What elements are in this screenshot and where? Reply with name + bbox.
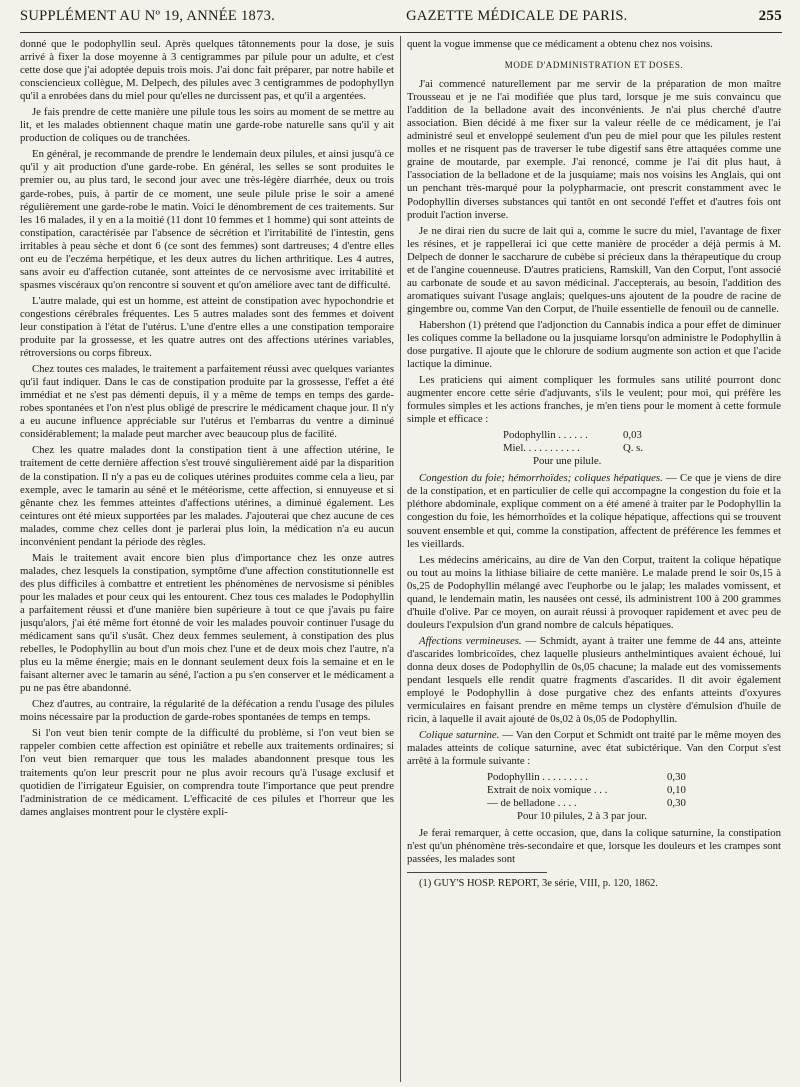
ingredient-name: Miel. . . . . . . . . . . (503, 442, 580, 455)
paragraph-text: Les médecins américains, au dire de Van den Corput, traitent la colique hépatique ou tout au moins la lithiase biliaire de cette manière. Le malade prend le soir 0s,15 à 0s,25 de Podophyllin mélangé avec l'euphorbe ou le jalap; les malades vomissent, et quand, le lendemain matin, les nausées ont cessé, ils administrent 100 à 200 grammes d'huile d'olive. Par ce moyen, on aurait réussi à provoquer rapidement et avec peu de douleurs l'expulsion d'un grand nombre de calculs hépatiques. (407, 553, 781, 631)
ingredient-quantity: 0,03 (623, 429, 642, 442)
left-paragraph: donné que le podophyllin seul. Après quelques tâtonnements pour la dose, je suis arrivé à fixer la dose moyenne à 3 centigrammes par pilule pour un adulte, et c'est cette dose que j'ai adoptée depuis trois mois. J'ai donc fait préparer, par notre habile et consciencieux collègue, M. Delpech, des pilules avec 3 centigrammes de podophyllyn qu'il a enrobées dans du miel pour qu'elles ne durcissent pas, et qu'il a argentées. (20, 38, 394, 103)
right-paragraph (407, 729, 781, 768)
ingredient-name: — de belladone . . . . (487, 797, 577, 810)
left-paragraph: Chez les quatre malades dont la constipation tient à une affection utérine, le traitement de cette dernière affection s'est trouvé singulièrement aidé par la disparition de la constipation. Il n'y a pas eu de coliques utérines produites comme cela a lieu, par exemple, avec le tamarin au séné et le météorisme, cette affection, si ennuyeuse et si gênante chez les femmes atteintes d'affections utérines, a diminué également. Les ceintures ont été mieux supportées par les malades. J'ajouterai que chez aucune de ces malades, comme chez celles dont je parlerai plus loin, la médication n'a eu aucun inconvénient pendant la période des règles. (20, 444, 394, 548)
left-paragraph: Je fais prendre de cette manière une pilule tous les soirs au moment de se mettre au lit, et les malades obtiennent chaque matin une garde-robe naturelle sans qu'il y ait production de coliques ou de tranchées. (20, 106, 394, 145)
paragraph-text: — Van den Corput et Schmidt ont traité par le même moyen des malades atteints de colique saturnine, avec état subictérique. Van den Corput s'est arrêté à la formule suivante : (407, 729, 781, 768)
ingredient-quantity: 0,30 (667, 797, 686, 810)
right-closing-paragraph: Je ferai remarquer, à cette occasion, que, dans la colique saturnine, la constipation n'est qu'un phénomène très-secondaire et que, lorsque les douleurs et les crampes sont passées, les malades sont (407, 827, 781, 866)
formula-total: Pour une pilule. (533, 455, 602, 468)
left-column (20, 38, 394, 1083)
right-paragraph (407, 554, 781, 632)
formula-total: Pour 10 pilules, 2 à 3 par jour. (517, 810, 647, 823)
paragraph-text: — Ce que je viens de dire de la constipation, et en particulier de celle qui accompagne la congestion du foie et la pléthore abdominale, explique comment on a été amené à traiter par le Podophyllin la congestion du foie, les hémorrhoïdes et la colique hépatique, affections qui se trouvent souvent ensemble et qui, comme la constipation, affectent de préférence les femmes et les vieillards. (407, 472, 781, 550)
right-intro-paragraph: quent la vogue immense que ce médicament a obtenu chez nos voisins. (407, 38, 713, 50)
formula-row (487, 784, 781, 797)
column-divider (400, 36, 401, 1082)
paragraph-text: — Schmidt, ayant à traiter une femme de 44 ans, atteinte d'ascarides lombricoïdes, chez laquelle plusieurs anthelmintiques avaient échoué, lui donna deux doses de Podophyllin de 0s,05 chacune; la malade eut des vomissements pendant lesquels elle rendit quatre fragments d'ascarides. Il dit avoir également employé le Podophyllin à dose purgative chez des enfants atteints d'oxyures vermiculaires en faisant prendre en même temps un clystère d'émulsion d'huile de ricin, à laquelle il avait ajouté de 0s,02 à 0s,05 de Podophyllin. (407, 634, 781, 726)
left-paragraph: Si l'on veut bien tenir compte de la difficulté du problème, si l'on veut bien se rappeler combien cette affection est opiniâtre et rebelle aux traitements ordinaires; si l'on veut bien remarquer que tous les malades abandonnent presque tous les traitements qu'on leur prescrit pour ne plus avoir recours qu'à l'usage exclusif et quotidien de l'irrigateur Eguisier, on comprendra toute l'importance que peut prendre l'administration de ce médicament. L'efficacité de ces pilules et l'horreur que les dames anglaises montrent pour le clystère expli- (20, 727, 394, 818)
footnote-rule (407, 872, 547, 873)
header-supplement: SUPPLÉMENT AU Nº 19, ANNÉE 1873. (20, 8, 276, 24)
left-paragraph: En général, je recommande de prendre le lendemain deux pilules, et ainsi jusqu'à ce qu'il y ait production d'une garde-robe. En général, les selles se sont produites le premier ou, au plus tard, le second jour avec une très-légère diarrhée, deux ou trois garde-robes, puis, à partir de ce moment, une seule pilule prise le soir a amené régulièrement une garde-robe le matin. Voici le dénombrement de ces traitements. Sur les 16 malades, il y en a la moitié (11 dont 10 femmes et 1 homme) qui sont atteints de constipation, caractérisée par l'absence de sécrétion et l'irritabilité de l'intestin, gens irritables à peau sèche et dont 6 (ce sont des femmes) sont dartreuses; 4 d'entre elles ont eu de l'eczéma herpétique, et les deux autres du lichen arthritique. Les 4 autres, sans avoir eu d'affection cutanée, sont atteintes de ce nervosisme avec irritabilité et spasmes viscéraux qu'on rencontre si souvent et qu'on améliore avec tant de difficulté. (20, 148, 394, 291)
ingredient-quantity: 0,30 (667, 771, 686, 784)
page-number: 255 (758, 8, 782, 24)
right-paragraph: Habershon (1) prétend que l'adjonction du Cannabis indica a pour effet de diminuer les coliques comme la belladone ou la jusquiame lorsqu'on administre le Podophyllin à dose purgative. Il ajoute que le chlorure de sodium augmente son action et que l'acide lactique la diminue. (407, 318, 781, 371)
right-paragraphs-a (407, 78, 781, 426)
right-paragraph (407, 472, 781, 550)
formula-podophyllin-pill (407, 429, 781, 468)
paragraph-heading: Affections vermineuses. (419, 634, 522, 647)
footnote: (1) GUY'S HOSP. REPORT, 3e série, VIII, p. 120, 1862. (419, 878, 658, 890)
formula-row (503, 429, 781, 442)
page-header (20, 8, 782, 33)
ingredient-quantity: Q. s. (623, 442, 644, 455)
left-paragraph: Chez toutes ces malades, le traitement a parfaitement réussi avec quelques variantes qu'il faut indiquer. Dans le cas de constipation produite par la grossesse, l'effet a été immédiat et ne s'est pas démenti depuis, il y a même de temps en temps des garde-robes spontanées et l'on n'est plus obligé de prescrire le médicament chaque jour. Il n'y a eu aucune influence appréciable sur l'utérus et l'embarras du ventre a diminué considérablement; la malade peut marcher avec beaucoup plus de facilité. (20, 363, 394, 441)
formula-row (503, 442, 781, 455)
ingredient-name: Extrait de noix vomique . . . (487, 784, 608, 797)
formula-saturnine-colic (407, 771, 781, 823)
right-paragraph: Les praticiens qui aiment compliquer les formules sans utilité pourront donc augmenter encore cette série d'adjuvants, s'ils le veulent; pour moi, qui préfère les formules simples et les actions franches, je m'en tiens pour le moment à cette formule simple et efficace : (407, 374, 781, 426)
formula-row (487, 771, 781, 784)
paragraph-heading: Congestion du foie; hémorrhoïdes; coliques hépatiques. (419, 472, 663, 485)
ingredient-name: Podophyllin . . . . . . (503, 429, 588, 442)
right-paragraph (407, 635, 781, 726)
header-journal-title: GAZETTE MÉDICALE DE PARIS. (406, 8, 628, 24)
left-paragraph: Chez d'autres, au contraire, la régularité de la défécation a rendu l'usage des pilules moins nécessaire par la production de garde-robes spontanées de temps en temps. (20, 698, 394, 724)
ingredient-name: Podophyllin . . . . . . . . . (487, 771, 588, 784)
ingredient-quantity: 0,10 (667, 784, 686, 797)
right-paragraph: Je ne dirai rien du sucre de lait qui a, comme le sucre du miel, l'avantage de fixer les résines, et je rappellerai ici que cette manière de procéder a déjà permis à M. Delpech de donner le saccharure de cubèbe si précieux dans la thérapeutique du croup et de l'angine couenneuse. D'autres praticiens, Ramskill, Van den Corput, l'ont associé au carbonate de soude et au savon médicinal. J'accepterais, au besoin, l'addition des aromatiques suivant l'usage anglais; quelques-uns ajoutent de la poudre de racine de gingembre ou, comme Van den Corput, de l'huile essentielle de fenouil ou de cannelle. (407, 224, 781, 315)
formula-row (487, 797, 781, 810)
left-paragraph: Mais le traitement avait encore bien plus d'importance chez les onze autres malades, chez lesquels la constipation, symptôme d'une affection constitutionnelle est des plus difficiles à combattre et entretient les phénomènes de nervosisme si pénibles pour les malades et pour ceux qui les entourent. Chez tous ces malades le Podophyllin a parfaitement réussi et d'une manière bien supérieure à tout ce que j'avais pu faire jusqu'alors, j'ai été même fort étonné de voir les malades pouvoir continuer l'usage du médicament sans qu'il s'usât. Chez deux femmes seulement, à constipation des plus rebelles, le Podophyllin au bout d'un mois chez l'une et de deux mois chez l'autre, n'a plus eu la même énergie; mais en le donnant seulement deux fois la semaine et en le faisant alterner avec le tamarin au séné, l'action a pu s'en conserver et le médicament a pu ne pas être abandonné. (20, 551, 394, 695)
left-paragraph: L'autre malade, qui est un homme, est atteint de constipation avec hypochondrie et congestions cérébrales fréquentes. Les 5 autres malades sont des femmes et doivent leur constipation à l'état de l'utérus. L'une d'entre elles a une constipation temporaire produite par la grossesse, et les quatre autres ont des affections utérines variables, rétroversions ou corps fibreux. (20, 294, 394, 360)
section-title: MODE D'ADMINISTRATION ET DOSES. (504, 60, 684, 71)
right-paragraphs-b (407, 472, 781, 768)
right-column (407, 38, 781, 1083)
right-paragraph: J'ai commencé naturellement par me servir de la préparation de mon maître Trousseau et je ne l'ai modifiée que plus tard, lorsque je me suis convaincu que l'addition de la belladone avait des inconvénients. Je n'ai plus cherché d'autre association. Bien décidé à me fixer sur la valeur réelle de ce médicament, je l'ai administré seul et enveloppé seulement d'un peu de miel pour que les pilules restent molles et ne risquent pas de traverser le tube digestif sans être attaquées comme une graine de moutarde, par exemple. J'ai renoncé, comme je l'ai dit plus haut, à l'association de la belladone et de la jusquiame; mais nos voisins les Anglais, qui ont un penchant très-marqué pour la polypharmacie, ont prescrit constamment avec le Podophyllin diverses substances qui tantôt en ont secondé l'effet et d'autres fois ont produit l'action inverse. (407, 78, 781, 221)
paragraph-heading: Colique saturnine. (419, 729, 500, 742)
